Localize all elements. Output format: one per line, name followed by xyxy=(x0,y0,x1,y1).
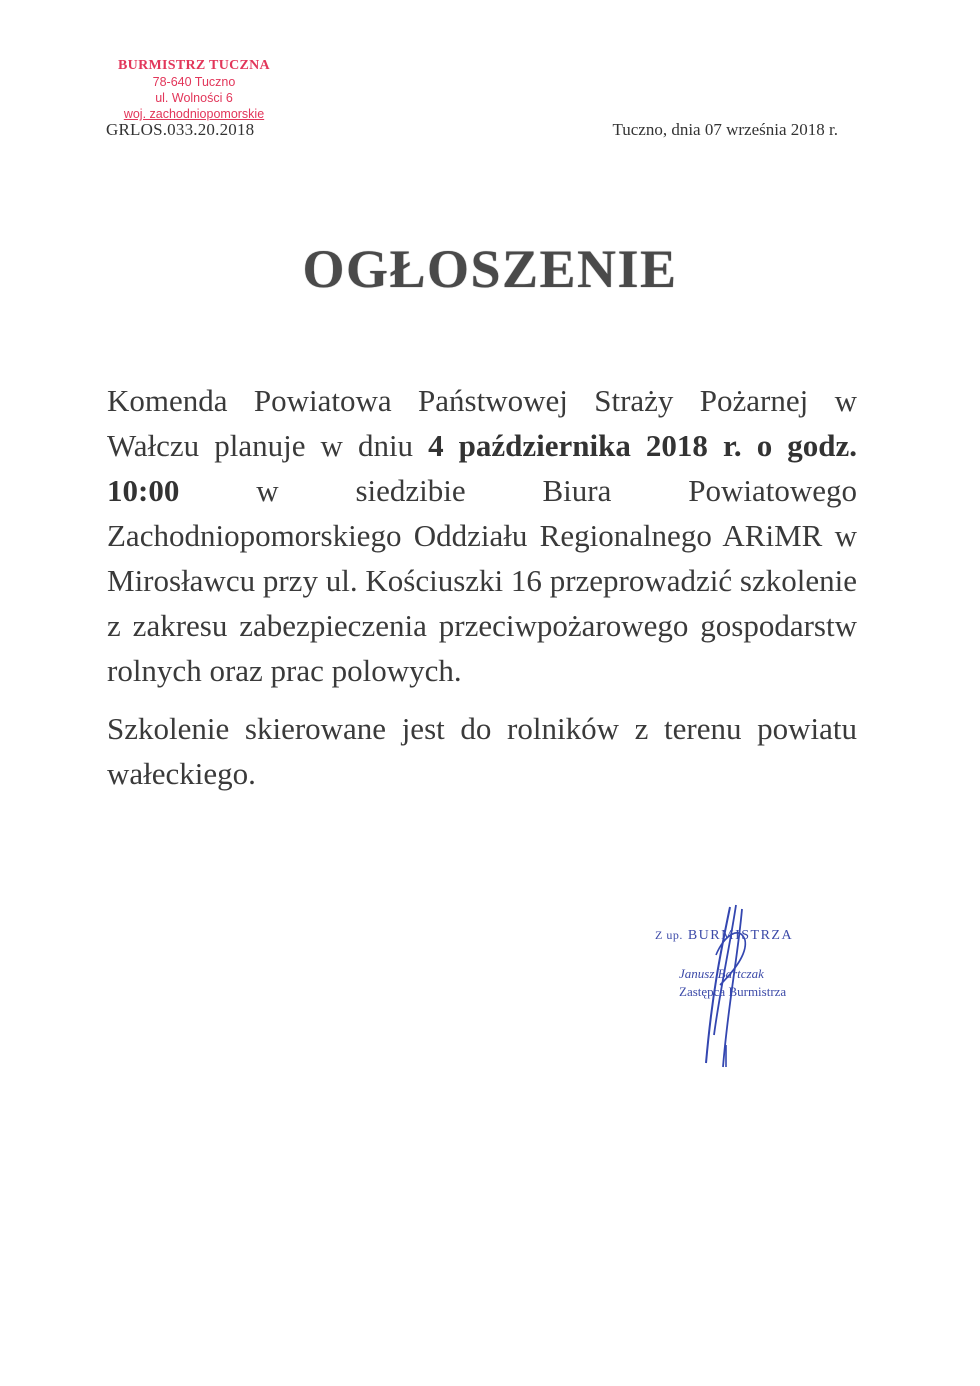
paragraph-1 xyxy=(107,378,857,693)
stamp-postal: 78-640 Tuczno xyxy=(152,75,236,89)
signature-office: BURMISTRZA xyxy=(687,928,794,943)
reference-number: GRLOS.033.20.2018 xyxy=(106,120,255,139)
paragraph-1-date-time: 4 października 2018 r. o godz. 10:00 xyxy=(107,428,857,508)
signature-role: Zastępca Burmistrza xyxy=(679,984,787,999)
paragraph-1-text-a: Komenda Powiatowa Państwowej Straży Pożarnej w Wałczu planuje w dniu xyxy=(107,383,857,463)
signature-prefix: Z up. xyxy=(655,928,683,942)
stamp-street: ul. Wolności 6 xyxy=(155,91,233,105)
handwritten-signature-icon xyxy=(690,895,760,1075)
announcement-body xyxy=(107,378,857,796)
paragraph-1-text-b: w siedzibie Biura Powiatowego Zachodniopomorskiego Oddziału Regionalnego ARiMR w Mirosławcu przy ul. Kościuszki 16 przeprowadzić szkolenie z zakresu zabezpieczenia przeciwpożarowego gospodarstw rolnych oraz prac polowych. xyxy=(107,473,857,688)
document-date: Tuczno, dnia 07 września 2018 r. xyxy=(612,120,838,139)
stamp-region: woj. zachodniopomorskie xyxy=(123,107,265,121)
stamp-title: BURMISTRZ TUCZNA xyxy=(118,58,270,73)
office-stamp xyxy=(104,58,284,122)
page-title: OGŁOSZENIE xyxy=(302,239,678,299)
signature-name: Janusz Bartczak xyxy=(679,966,764,981)
paragraph-2: Szkolenie skierowane jest do rolników z terenu powiatu wałeckiego. xyxy=(107,711,857,791)
